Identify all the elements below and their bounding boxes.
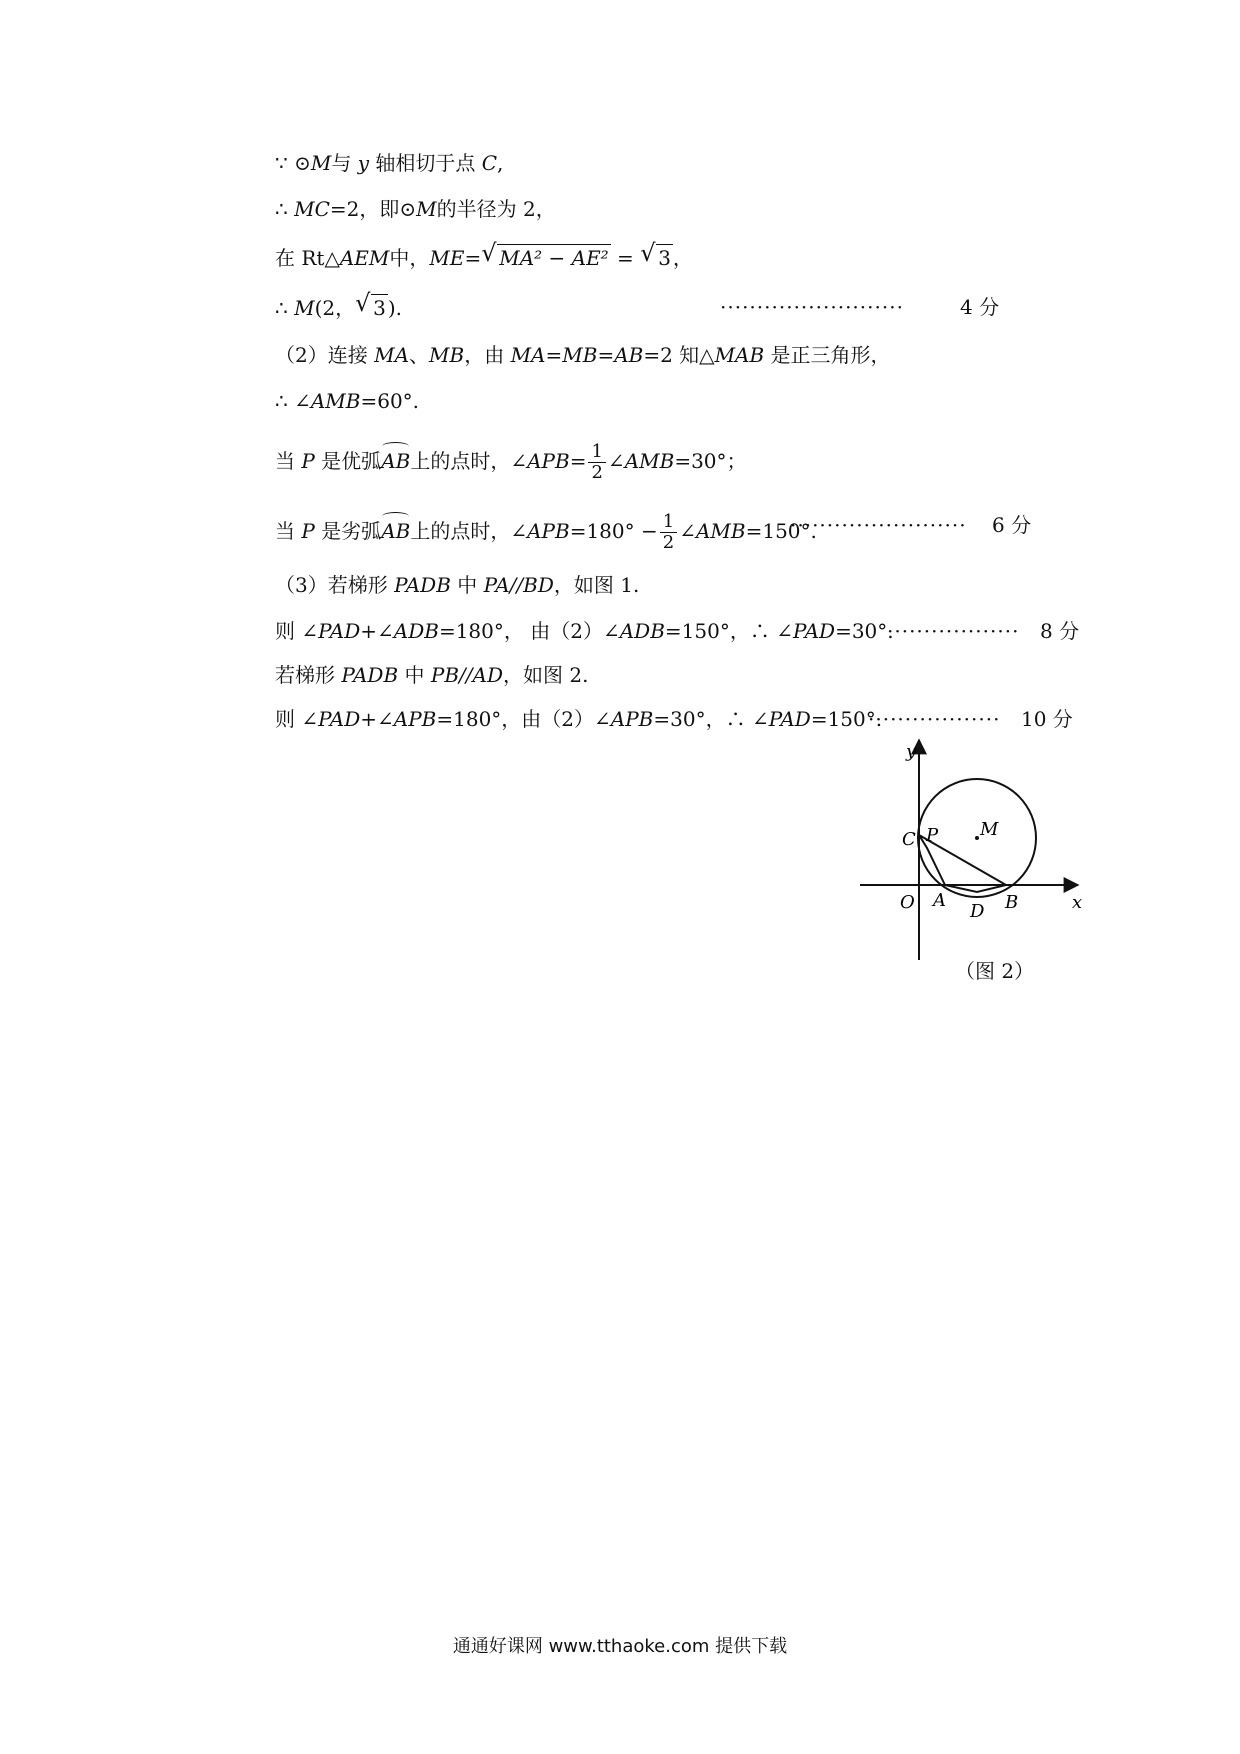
score: 10 分 xyxy=(1021,707,1073,731)
label-x: x xyxy=(1072,892,1083,913)
line-12: 则 ∠PAD+∠APB=180°，由（2）∠APB=30°，∴ ∠PAD=150°. ·················· 10 分 xyxy=(275,707,1073,731)
label-p: P xyxy=(926,825,939,846)
label-c: C xyxy=(902,829,916,850)
line-1: ∵ ⊙M与 y 轴相切于点 C, xyxy=(275,151,504,175)
line-10: 则 ∠PAD+∠ADB=180°， 由（2）∠ADB=150°，∴ ∠PAD=30°. ·················· 8 分 xyxy=(275,619,1080,643)
line-2: ∴ MC=2，即⊙M的半径为 2， xyxy=(275,197,556,221)
sqrt-expression: √ MA² − AE² xyxy=(481,239,609,270)
line-6: ∴ ∠AMB=60°. xyxy=(275,389,420,413)
line-9: （3）若梯形 PADB 中 PA//BD，如图 1. xyxy=(275,573,640,597)
score-dots: ························· xyxy=(720,295,904,319)
score: 4 分 xyxy=(960,295,1000,319)
label-b: B xyxy=(1005,892,1019,913)
label-a: A xyxy=(933,890,946,911)
line-11: 若梯形 PADB 中 PB//AD，如图 2. xyxy=(275,663,589,687)
sqrt-three: √ 3 xyxy=(640,239,671,270)
line-7: 当 P 是优弧AB上的点时，∠APB= $\frac{1}{2}$ ∠AMB=30°； xyxy=(275,441,747,483)
fraction-one-half: $\frac{1}{2}$ xyxy=(660,512,677,553)
sqrt-three: √ 3 xyxy=(355,289,386,320)
label-d: D xyxy=(970,901,985,922)
center-point-m xyxy=(975,836,979,840)
score: 8 分 xyxy=(1040,619,1080,643)
label-o: O xyxy=(900,892,915,913)
footer-text: 通通好课网 www.tthaoke.com 提供下载 xyxy=(452,1636,788,1657)
fraction-one-half: $\frac{1}{2}$ xyxy=(588,442,605,483)
arc-ab: AB xyxy=(381,519,411,543)
line-8: 当 P 是劣弧AB上的点时，∠APB=180° − $\frac{1}{2}$ ∠AMB=150°. ························ 6 分 xyxy=(275,511,1032,553)
score-dots: ·················· xyxy=(868,707,1001,731)
score: 6 分 xyxy=(992,513,1032,537)
score-dots: ·················· xyxy=(887,619,1020,643)
line-4: ∴ M(2， √ 3 ). ························· 4 分 xyxy=(275,289,1000,320)
arc-ab: AB xyxy=(381,449,411,473)
line-5: （2）连接 MA、MB，由 MA=MB=AB=2 知△MAB 是正三角形， xyxy=(275,343,891,367)
score-dots: ························ xyxy=(790,513,967,537)
line-3: 在 Rt△AEM中，ME= √ MA² − AE² = √ 3 ， xyxy=(275,239,693,270)
figure-caption: （图 2） xyxy=(955,959,1035,983)
label-m: M xyxy=(980,819,999,840)
geometry-figure-2 xyxy=(850,735,1090,965)
label-y: y xyxy=(906,741,917,762)
